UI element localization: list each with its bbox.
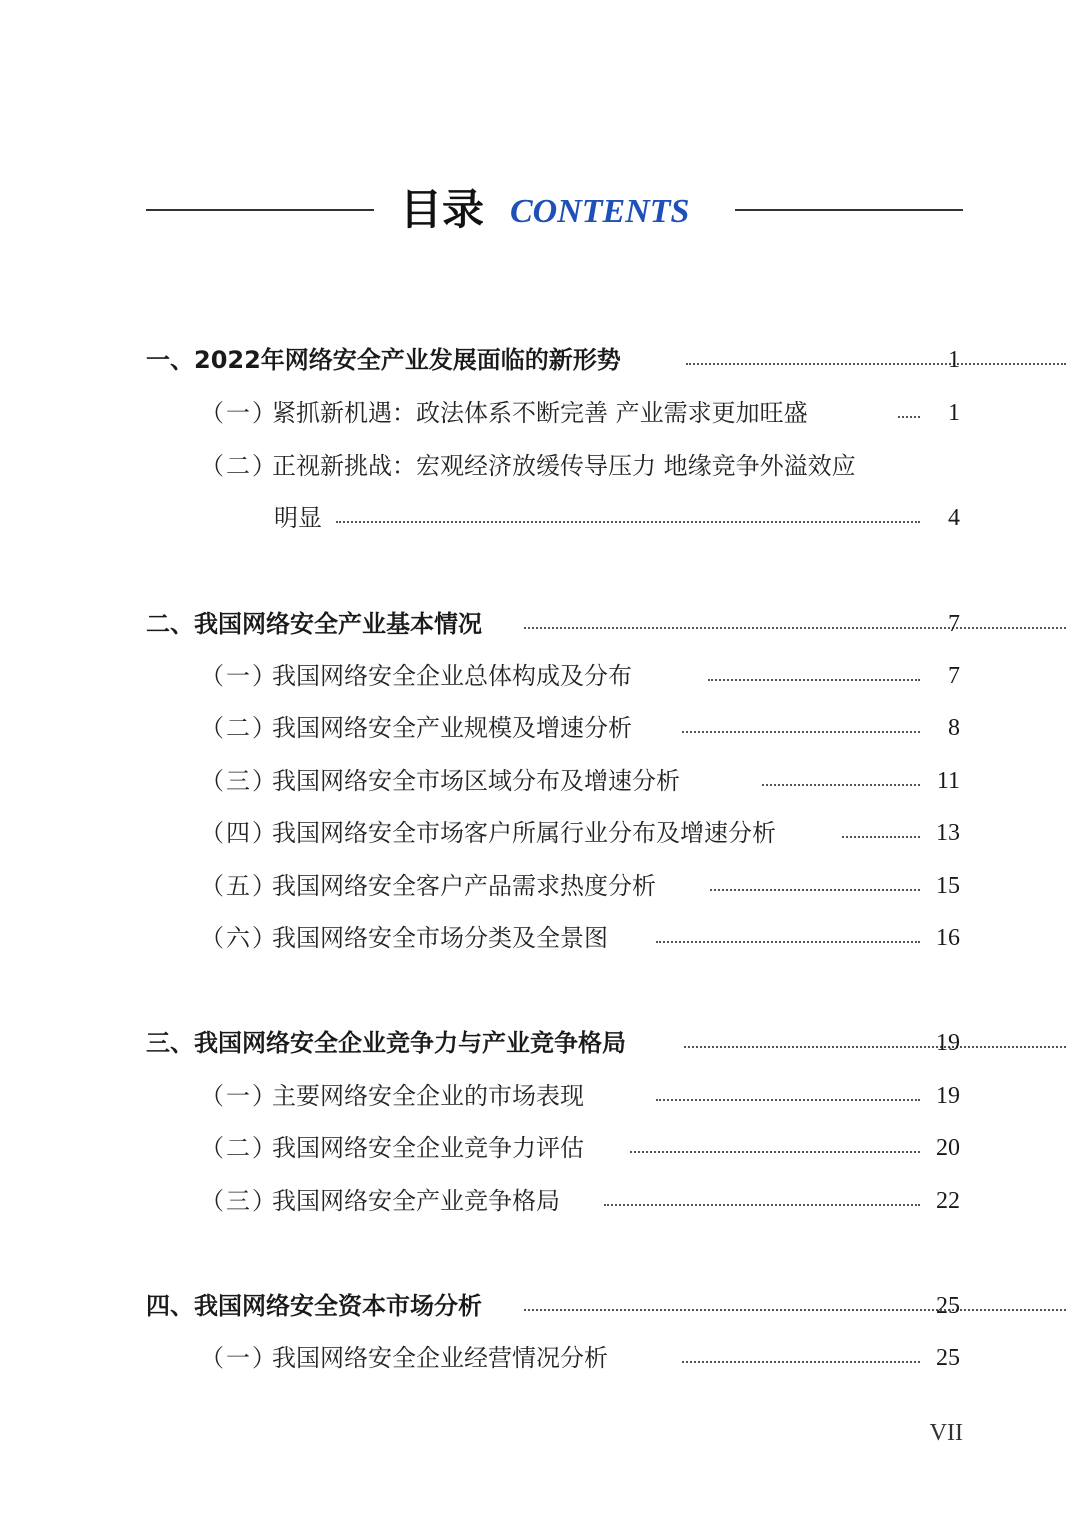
toc-page-number: 7 xyxy=(948,663,960,689)
dot-leader xyxy=(684,1046,1066,1048)
dot-leader xyxy=(682,731,920,733)
toc-section-number: （三） xyxy=(200,767,278,795)
dot-leader xyxy=(656,941,920,943)
toc-section-label xyxy=(200,866,656,906)
toc-section-1-2[interactable] xyxy=(200,446,960,486)
toc-section-label xyxy=(200,761,680,801)
toc-chapter-label: 二、我国网络安全产业基本情况 xyxy=(146,610,482,638)
dot-leader xyxy=(336,521,920,523)
dot-leader xyxy=(762,784,920,786)
toc-section-2-4[interactable] xyxy=(200,813,960,853)
dot-leader xyxy=(524,1309,1066,1311)
toc-section-2-3[interactable] xyxy=(200,761,960,801)
toc-chapter-2[interactable] xyxy=(146,604,960,644)
toc-section-text: 我国网络安全产业规模及增速分析 xyxy=(272,714,632,742)
toc-page-number: 15 xyxy=(936,873,960,899)
toc-section-text: 我国网络安全企业经营情况分析 xyxy=(272,1344,608,1372)
toc-title-zh: 目录 xyxy=(400,185,485,234)
toc-page-number: 11 xyxy=(936,768,960,794)
toc-section-label xyxy=(200,1128,584,1168)
toc-page-number: 8 xyxy=(948,715,960,741)
toc-section-number: （二） xyxy=(200,1134,278,1162)
toc-section-number: （一） xyxy=(200,1344,278,1372)
toc-section-2-1[interactable] xyxy=(200,656,960,696)
toc-chapter-4[interactable] xyxy=(146,1286,960,1326)
toc-section-2-6[interactable] xyxy=(200,918,960,958)
toc-section-text: 我国网络安全客户产品需求热度分析 xyxy=(272,872,656,900)
toc-section-label xyxy=(200,1338,608,1378)
toc-section-number: （六） xyxy=(200,924,278,952)
toc-section-number: （四） xyxy=(200,819,278,847)
dot-leader xyxy=(710,889,920,891)
toc-section-1-1[interactable] xyxy=(200,393,960,433)
toc-page-number: 13 xyxy=(936,820,960,846)
toc-section-text: 我国网络安全市场客户所属行业分布及增速分析 xyxy=(272,819,776,847)
toc-section-number: （一） xyxy=(200,1082,278,1110)
dot-leader xyxy=(708,679,920,681)
toc-chapter-3[interactable] xyxy=(146,1023,960,1063)
toc-section-label xyxy=(200,446,856,486)
toc-section-label xyxy=(200,918,608,958)
dot-leader xyxy=(656,1099,920,1101)
toc-section-label xyxy=(200,1076,584,1116)
dot-leader xyxy=(630,1151,920,1153)
dot-leader xyxy=(686,363,1066,365)
toc-page-number: 16 xyxy=(936,925,960,951)
toc-section-text: 我国网络安全市场分类及全景图 xyxy=(272,924,608,952)
dot-leader xyxy=(682,1361,920,1363)
toc-section-text: 主要网络安全企业的市场表现 xyxy=(272,1082,584,1110)
toc-section-text: 我国网络安全企业竞争力评估 xyxy=(272,1134,584,1162)
toc-section-number: （二） xyxy=(200,452,278,480)
toc-section-text: 我国网络安全市场区域分布及增速分析 xyxy=(272,767,680,795)
toc-section-1-2-continuation[interactable] xyxy=(274,498,960,538)
toc-section-label xyxy=(200,393,808,433)
page-number-roman: VII xyxy=(929,1420,963,1446)
toc-chapter-label: 一、2022年网络安全产业发展面临的新形势 xyxy=(146,346,621,374)
toc-header xyxy=(0,178,1080,242)
toc-chapter-label: 三、我国网络安全企业竞争力与产业竞争格局 xyxy=(146,1029,626,1057)
toc-chapter-1[interactable] xyxy=(146,340,960,380)
toc-page-number: 4 xyxy=(948,505,960,531)
toc-section-number: （五） xyxy=(200,872,278,900)
toc-section-number: （一） xyxy=(200,662,278,690)
dot-leader xyxy=(604,1204,920,1206)
toc-section-number: （三） xyxy=(200,1187,278,1215)
toc-section-text: 我国网络安全企业总体构成及分布 xyxy=(272,662,632,690)
toc-title-en: CONTENTS xyxy=(510,193,690,230)
toc-page-number: 20 xyxy=(936,1135,960,1161)
toc-page-number: 1 xyxy=(948,400,960,426)
toc-page-number: 7 xyxy=(948,611,960,637)
toc-section-label xyxy=(200,813,776,853)
toc-section-3-3[interactable] xyxy=(200,1181,960,1221)
toc-section-number: （二） xyxy=(200,714,278,742)
toc-page-number: 19 xyxy=(936,1083,960,1109)
toc-section-4-1[interactable] xyxy=(200,1338,960,1378)
toc-section-label xyxy=(200,656,632,696)
toc-section-text: 紧抓新机遇：政法体系不断完善 产业需求更加旺盛 xyxy=(272,399,808,427)
toc-section-label xyxy=(200,708,632,748)
toc-page-number: 25 xyxy=(936,1345,960,1371)
toc-section-text: 正视新挑战：宏观经济放缓传导压力 地缘竞争外溢效应 xyxy=(272,452,856,480)
header-rule-left xyxy=(146,209,374,211)
toc-page-number: 1 xyxy=(948,347,960,373)
toc-section-text: 明显 xyxy=(274,504,322,532)
toc-section-2-2[interactable] xyxy=(200,708,960,748)
toc-section-number: （一） xyxy=(200,399,278,427)
toc-section-2-5[interactable] xyxy=(200,866,960,906)
toc-page-number: 22 xyxy=(936,1188,960,1214)
dot-leader xyxy=(524,627,1066,629)
toc-section-3-1[interactable] xyxy=(200,1076,960,1116)
toc-section-3-2[interactable] xyxy=(200,1128,960,1168)
toc-section-label xyxy=(200,1181,560,1221)
toc-section-text: 我国网络安全产业竞争格局 xyxy=(272,1187,560,1215)
header-rule-right xyxy=(735,209,963,211)
toc-chapter-label: 四、我国网络安全资本市场分析 xyxy=(146,1292,482,1320)
toc-page-number: 25 xyxy=(936,1293,960,1319)
toc-page-number: 19 xyxy=(936,1030,960,1056)
